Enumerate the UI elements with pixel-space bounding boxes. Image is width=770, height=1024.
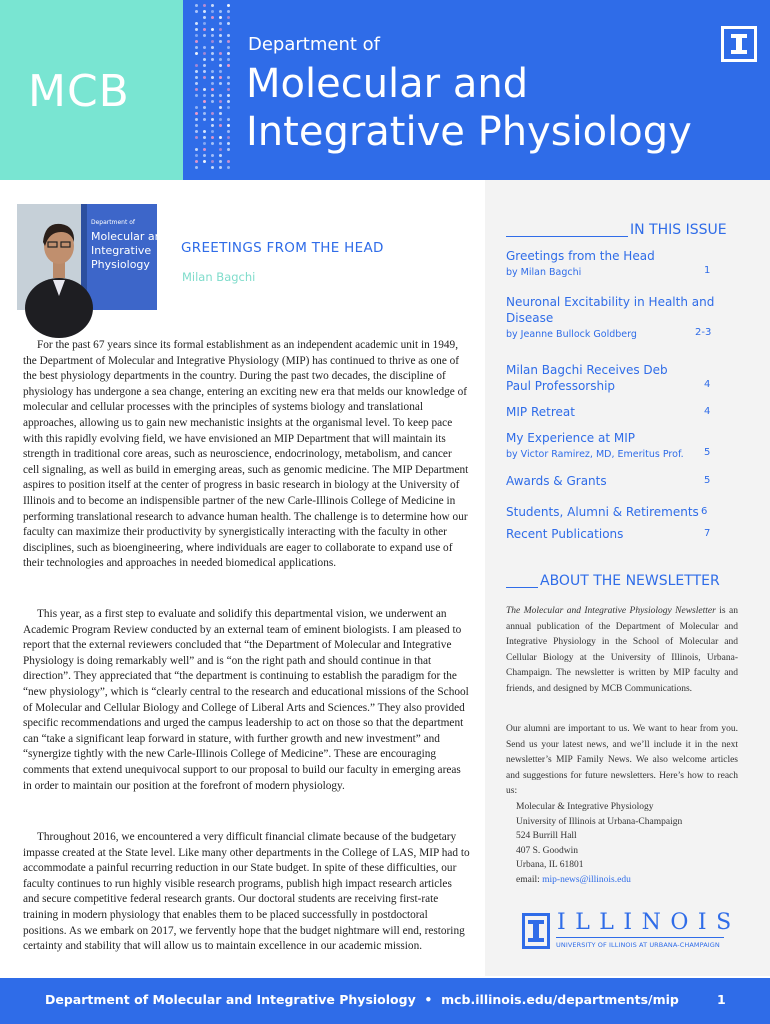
header-title-line1: Molecular and — [246, 61, 529, 107]
toc-item-page: 1 — [704, 265, 711, 276]
illinois-divider — [556, 937, 724, 938]
address-line: 407 S. Goodwin — [516, 845, 579, 856]
toc-item-greetings[interactable] — [506, 248, 711, 278]
decorative-dot — [219, 94, 222, 97]
toc-item-neuronal[interactable] — [506, 294, 716, 340]
toc-item-title: Recent Publications — [506, 527, 624, 541]
decorative-dot — [211, 70, 214, 73]
decorative-dot — [227, 76, 230, 79]
decorative-dot — [211, 166, 214, 169]
decorative-dot — [195, 124, 198, 127]
toc-item-page: 7 — [704, 528, 711, 539]
toc-item-page: 2-3 — [695, 327, 712, 338]
decorative-dot — [219, 148, 222, 151]
toc-item-title: Students, Alumni & Retirements — [506, 505, 699, 519]
article-paragraph — [23, 607, 470, 794]
address-line: 524 Burrill Hall — [516, 831, 577, 841]
decorative-dot — [211, 58, 214, 61]
toc-item-page: 5 — [704, 447, 711, 458]
toc-item-title: Greetings from the Head — [506, 249, 655, 263]
decorative-dot — [203, 100, 206, 103]
illinois-block-i-icon — [721, 26, 757, 62]
decorative-dot — [219, 154, 222, 157]
decorative-dot-grid — [195, 4, 235, 176]
decorative-dot — [219, 118, 222, 121]
decorative-dot — [203, 58, 206, 61]
about-heading-rule — [506, 587, 538, 588]
decorative-dot — [203, 10, 206, 13]
toc-item-experience[interactable] — [506, 430, 711, 460]
decorative-dot — [203, 118, 206, 121]
department-head-photo — [17, 204, 169, 310]
decorative-dot — [227, 118, 230, 121]
decorative-dot — [227, 82, 230, 85]
toc-item-byline: by Milan Bagchi — [506, 267, 582, 278]
decorative-dot — [203, 22, 206, 25]
decorative-dot — [195, 76, 198, 79]
email-link[interactable]: mip-news@illinois.edu — [542, 874, 631, 885]
decorative-dot — [219, 16, 222, 19]
toc-item-deb-paul[interactable] — [506, 362, 696, 394]
decorative-dot — [195, 40, 198, 43]
decorative-dot — [203, 4, 206, 7]
decorative-dot — [219, 82, 222, 85]
decorative-dot — [219, 100, 222, 103]
article-paragraph — [23, 830, 470, 955]
decorative-dot — [227, 4, 230, 7]
decorative-dot — [203, 88, 206, 91]
about-contact-paragraph: Our alumni are important to us. We want to hear from you. Send us your latest news, and we’ll include it in the next newsletter’s MIP Family News. We also welcome articles and suggestions for future newsletters. Here’s how to reach us: — [506, 724, 738, 796]
toc-item-page: 4 — [704, 379, 711, 390]
decorative-dot — [195, 112, 198, 115]
decorative-dot — [227, 94, 230, 97]
decorative-dot — [219, 58, 222, 61]
decorative-dot — [211, 16, 214, 19]
about-description: is an annual publication of the Department of Molecular and Integrative Physiology in the School of Molecular and Cellular Biology at the University of Illinois, Urbana-Champaign. The newsletter is written by MIP faculty and friends, and designed by MCB Communications. — [506, 606, 738, 694]
illinois-subtitle: UNIVERSITY OF ILLINOIS AT URBANA-CHAMPAIGN — [556, 941, 720, 949]
decorative-dot — [227, 106, 230, 109]
toc-item-students[interactable] — [506, 504, 701, 520]
decorative-dot — [211, 154, 214, 157]
decorative-dot — [195, 46, 198, 49]
decorative-dot — [227, 136, 230, 139]
decorative-dot — [211, 82, 214, 85]
decorative-dot — [227, 100, 230, 103]
decorative-dot — [219, 124, 222, 127]
decorative-dot — [195, 94, 198, 97]
decorative-dot — [211, 34, 214, 37]
toc-item-byline: by Jeanne Bullock Goldberg — [506, 329, 637, 340]
toc-item-page: 4 — [704, 406, 711, 417]
address-line: University of Illinois at Urbana-Champaign — [516, 816, 683, 827]
decorative-dot — [219, 112, 222, 115]
decorative-dot — [227, 34, 230, 37]
decorative-dot — [219, 166, 222, 169]
decorative-dot — [211, 52, 214, 55]
decorative-dot — [211, 118, 214, 121]
decorative-dot — [203, 112, 206, 115]
decorative-dot — [203, 142, 206, 145]
decorative-dot — [211, 88, 214, 91]
decorative-dot — [219, 142, 222, 145]
decorative-dot — [195, 34, 198, 37]
decorative-dot — [227, 52, 230, 55]
decorative-dot — [211, 160, 214, 163]
decorative-dot — [195, 160, 198, 163]
decorative-dot — [227, 166, 230, 169]
toc-item-title: Neuronal Excitability in Health and Disease — [506, 295, 715, 325]
decorative-dot — [227, 148, 230, 151]
decorative-dot — [211, 10, 214, 13]
greetings-author: Milan Bagchi — [182, 270, 256, 284]
header-title-line2: Integrative Physiology — [246, 109, 692, 155]
decorative-dot — [195, 148, 198, 151]
decorative-dot — [195, 154, 198, 157]
page-footer — [0, 978, 770, 1024]
decorative-dot — [219, 106, 222, 109]
illinois-wordmark: ILLINOIS — [557, 910, 741, 935]
decorative-dot — [195, 136, 198, 139]
decorative-dot — [195, 28, 198, 31]
header-teal-panel — [0, 0, 183, 180]
decorative-dot — [227, 142, 230, 145]
mcb-logo-text: MCB — [28, 66, 130, 117]
decorative-dot — [195, 118, 198, 121]
decorative-dot — [211, 100, 214, 103]
decorative-dot — [227, 10, 230, 13]
decorative-dot — [195, 22, 198, 25]
decorative-dot — [219, 160, 222, 163]
decorative-dot — [195, 52, 198, 55]
decorative-dot — [211, 94, 214, 97]
decorative-dot — [203, 34, 206, 37]
toc-heading: IN THIS ISSUE — [630, 222, 727, 238]
decorative-dot — [203, 70, 206, 73]
paragraph-text: This year, as a first step to evaluate and solidify this departmental vision, we underwent an Academic Program Review conducted by an external team of eminent biologists. I am pleased to report that the external reviewers concluded that “the Department of Molecular and Integrative Physiology is doing remarkably well” and is “on the right path and should continue in that direction”. They appreciated that “the department is continuing to establish the paradigm for the “new physiology”, which is “clearly central to the research and educational missions of the School of Molecular and Cellular Biology and College of Liberal Arts and Sciences.” They also provided specific recommendations and urged the campus leadership to act on those so that the department can “take a significant leap forward in stature, with further growth and new investment” and “synergize tightly with the new Carle-Illinois College of Medicine”. These are encouraging comments that extend unequivocal support to our proposal to build our faculty in emerging areas in order to maintain our position at the forefront of modern physiology. — [23, 608, 469, 792]
about-newsletter-name: The Molecular and Integrative Physiology Newsletter — [506, 606, 716, 616]
toc-item-title: MIP Retreat — [506, 405, 575, 419]
mailing-address — [516, 800, 682, 887]
decorative-dot — [203, 130, 206, 133]
decorative-dot — [195, 106, 198, 109]
decorative-dot — [211, 136, 214, 139]
decorative-dot — [195, 4, 198, 7]
decorative-dot — [203, 136, 206, 139]
decorative-dot — [227, 88, 230, 91]
decorative-dot — [219, 40, 222, 43]
decorative-dot — [219, 10, 222, 13]
decorative-dot — [211, 4, 214, 7]
decorative-dot — [195, 10, 198, 13]
decorative-dot — [211, 28, 214, 31]
decorative-dot — [195, 130, 198, 133]
decorative-dot — [219, 136, 222, 139]
footer-page-number: 1 — [717, 992, 726, 1007]
decorative-dot — [211, 124, 214, 127]
address-line: Urbana, IL 61801 — [516, 860, 584, 870]
decorative-dot — [227, 16, 230, 19]
toc-item-title: Awards & Grants — [506, 474, 607, 488]
paragraph-text: Throughout 2016, we encountered a very difficult financial climate because of the budgetary impasse created at the State level. Like many other departments in the College of LAS, MIP had to accommodate a painful recurring reduction in our State budget. In spite of these difficulties, our faculty continues to run highly visible research programs, publish high impact research articles and secure competitive federal research grants. Our doctoral students are receiving first-rate training in modern physiology that enables them to be placed successfully in postdoctoral positions. As we embark on 2017, we fervently hope that the budget nightmare will end, restoring certainty and stability that will allow us to maintain excellence in our academic mission. — [23, 831, 470, 953]
toc-item-title: My Experience at MIP — [506, 431, 636, 445]
decorative-dot — [203, 148, 206, 151]
decorative-dot — [203, 52, 206, 55]
photo-sign-line: Department of — [91, 219, 135, 226]
toc-item-title: Milan Bagchi Receives Deb Paul Professorship — [506, 363, 668, 393]
header-title — [246, 60, 692, 156]
photo-sign-line: Integrative — [91, 244, 152, 257]
decorative-dot — [203, 64, 206, 67]
decorative-dot — [195, 70, 198, 73]
about-heading: ABOUT THE NEWSLETTER — [540, 573, 720, 589]
address-email-row — [516, 873, 682, 888]
email-label: email: — [516, 874, 543, 885]
photo-sign-line: Molecular and — [91, 230, 169, 243]
toc-item-publications[interactable] — [506, 526, 711, 542]
toc-item-awards[interactable] — [506, 473, 711, 489]
decorative-dot — [219, 52, 222, 55]
decorative-dot — [227, 22, 230, 25]
decorative-dot — [211, 40, 214, 43]
decorative-dot — [219, 28, 222, 31]
toc-item-retreat[interactable] — [506, 404, 711, 420]
decorative-dot — [203, 16, 206, 19]
decorative-dot — [203, 46, 206, 49]
decorative-dot — [211, 46, 214, 49]
about-paragraph — [506, 604, 738, 697]
photo-sign-line: Physiology — [91, 258, 150, 271]
decorative-dot — [227, 46, 230, 49]
decorative-dot — [203, 160, 206, 163]
decorative-dot — [227, 64, 230, 67]
decorative-dot — [203, 106, 206, 109]
decorative-dot — [203, 154, 206, 157]
decorative-dot — [203, 28, 206, 31]
decorative-dot — [203, 94, 206, 97]
header-department-of: Department of — [248, 34, 380, 55]
footer-text: Department of Molecular and Integrative Physiology • mcb.illinois.edu/departments/mip — [45, 992, 679, 1007]
decorative-dot — [219, 64, 222, 67]
decorative-dot — [203, 76, 206, 79]
decorative-dot — [219, 34, 222, 37]
decorative-dot — [227, 40, 230, 43]
toc-heading-rule — [506, 236, 628, 237]
decorative-dot — [195, 166, 198, 169]
decorative-dot — [227, 130, 230, 133]
decorative-dot — [219, 76, 222, 79]
decorative-dot — [227, 124, 230, 127]
toc-item-page: 5 — [704, 475, 711, 486]
decorative-dot — [227, 160, 230, 163]
decorative-dot — [211, 76, 214, 79]
decorative-dot — [211, 112, 214, 115]
decorative-dot — [227, 58, 230, 61]
article-paragraph — [23, 338, 470, 572]
decorative-dot — [219, 70, 222, 73]
decorative-dot — [195, 82, 198, 85]
decorative-dot — [195, 88, 198, 91]
address-line: Molecular & Integrative Physiology — [516, 802, 654, 812]
decorative-dot — [219, 22, 222, 25]
toc-item-page: 6 — [701, 506, 708, 517]
decorative-dot — [211, 130, 214, 133]
decorative-dot — [195, 64, 198, 67]
illinois-block-i-icon — [522, 913, 550, 949]
greetings-heading: GREETINGS FROM THE HEAD — [181, 240, 384, 256]
paragraph-text: For the past 67 years since its formal establishment as an independent academic unit in 1949, the Department of Molecular and Integrative Physiology (MIP) has continued to thrive as one of the best physiology departments in the country. During the past two decades, the discipline of physiology has undergone a sea change, entering an exciting new era that melds our knowledge of molecular and cellular processes with the principles of systems biology and translational approaches, allowing us to gain new mechanistic insights at the organismal level. To keep pace with this rapidly evolving field, we have envisioned an MIP Department that will maintain its strength in traditional core areas, such as neuroscience, endocrinology, metabolism, and cancer cell signaling, as well as build in emerging areas, such as genomic medicine. The MIP Department aspires to position itself at the center of progress in basic research in biology at the University of Illinois and to become an indispensible partner of the new Carle-Illinois College of Medicine in performing translational research to advance human health. The challenge is to determine how our faculty can maximize their productivity by synergistically interacting with the faculty in other disciplines, such as bioengineering, where individuals are eager to collaborate to expand use of their technologies and approaches in needed biomedical applications. — [23, 339, 469, 570]
decorative-dot — [211, 142, 214, 145]
toc-item-byline: by Victor Ramirez, MD, Emeritus Prof. — [506, 449, 684, 460]
